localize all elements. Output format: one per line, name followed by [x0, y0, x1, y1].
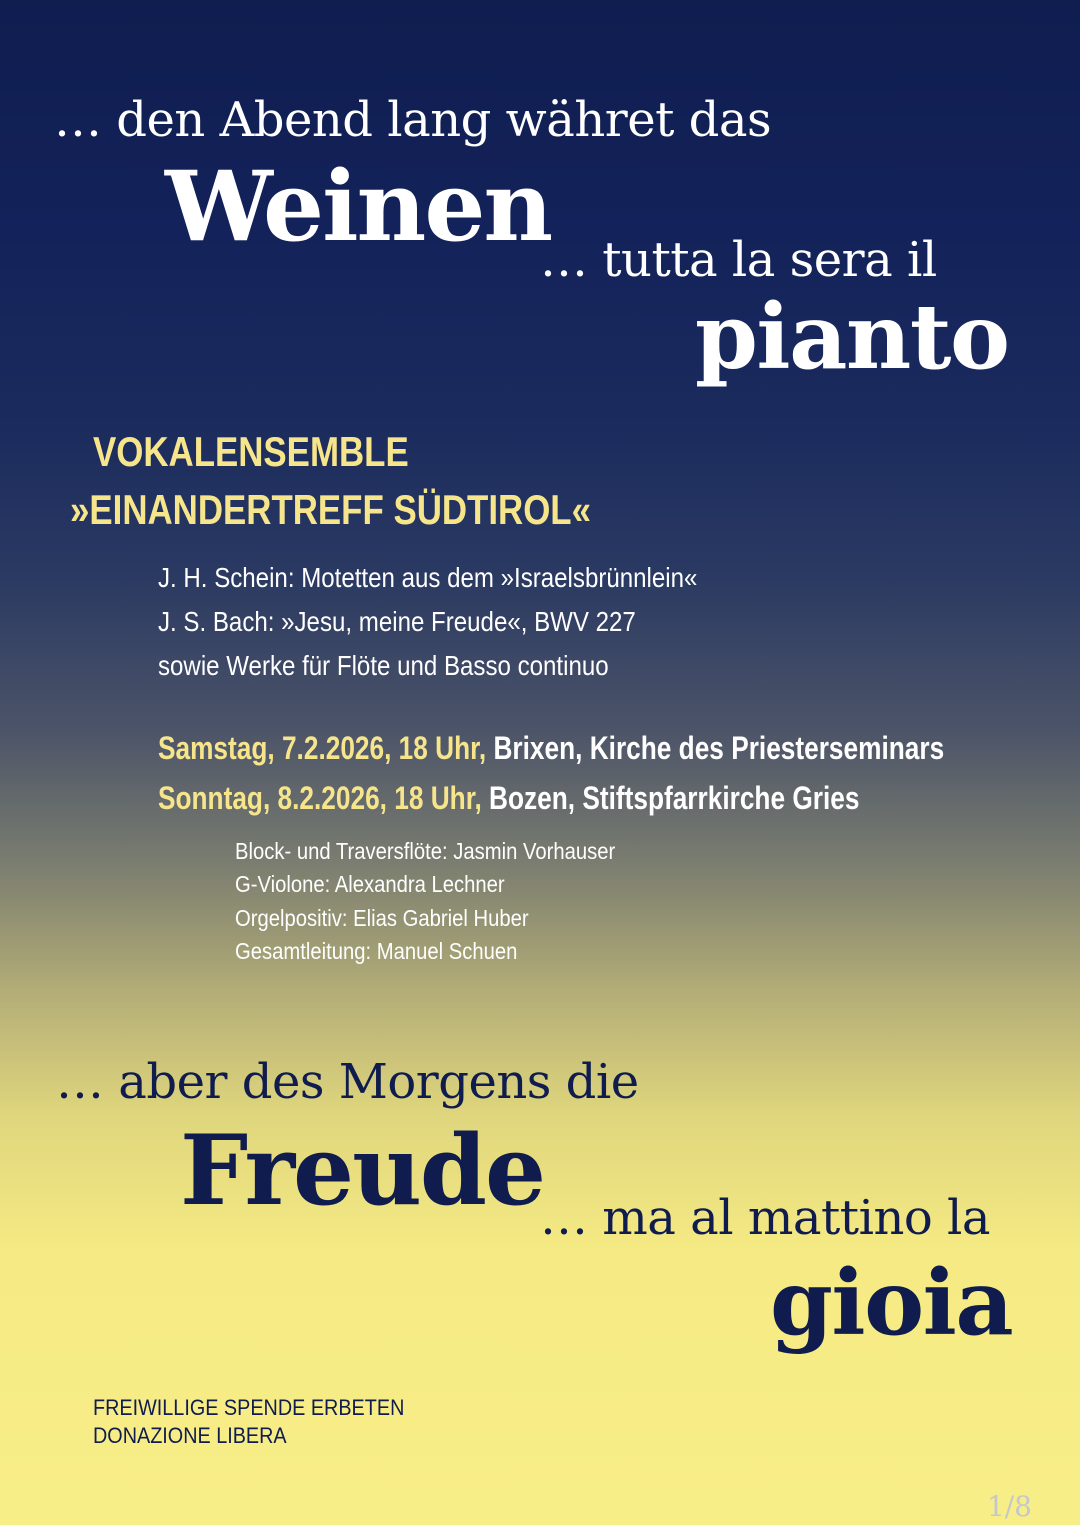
headline-line-3: … aber des Morgens die: [56, 1054, 639, 1110]
headline-line-1: … den Abend lang währet das: [54, 92, 772, 148]
performer-credit: Gesamtleitung: Manuel Schuen: [235, 938, 518, 964]
donation-note-it: DONAZIONE LIBERA: [93, 1423, 287, 1448]
headline-line-4: … ma al mattino la: [540, 1190, 990, 1246]
date-where: Bozen, Stiftspfarrkirche Gries: [489, 780, 860, 816]
ensemble-name: »EINANDERTREFF SÜDTIROL«: [70, 486, 591, 533]
concert-date-1: [158, 730, 944, 767]
performer-credit: Block- und Traversflöte: Jasmin Vorhauser: [235, 838, 616, 864]
performer-credit: Orgelpositiv: Elias Gabriel Huber: [235, 905, 529, 931]
ensemble-label: VOKALENSEMBLE: [93, 428, 409, 475]
program-item: J. S. Bach: »Jesu, meine Freude«, BWV 227: [158, 606, 636, 637]
headline-word-freude: Freude: [180, 1114, 545, 1227]
date-where: Brixen, Kirche des Priesterseminars: [493, 730, 945, 766]
date-when: Sonntag, 8.2.2026, 18 Uhr,: [158, 780, 482, 816]
program-item: J. H. Schein: Motetten aus dem »Israelsbrünnlein«: [158, 562, 698, 593]
headline-word-gioia: gioia: [770, 1250, 1013, 1356]
program-item: sowie Werke für Flöte und Basso continuo: [158, 650, 609, 681]
headline-line-2: … tutta la sera il: [540, 232, 937, 288]
concert-date-2: [158, 780, 859, 817]
headline-word-pianto: pianto: [695, 284, 1009, 390]
date-when: Samstag, 7.2.2026, 18 Uhr,: [158, 730, 487, 766]
donation-note-de: FREIWILLIGE SPENDE ERBETEN: [93, 1395, 405, 1420]
performer-credit: G-Violone: Alexandra Lechner: [235, 871, 505, 897]
headline-word-weinen: Weinen: [165, 150, 552, 263]
page-indicator: 1/8: [986, 1490, 1032, 1523]
